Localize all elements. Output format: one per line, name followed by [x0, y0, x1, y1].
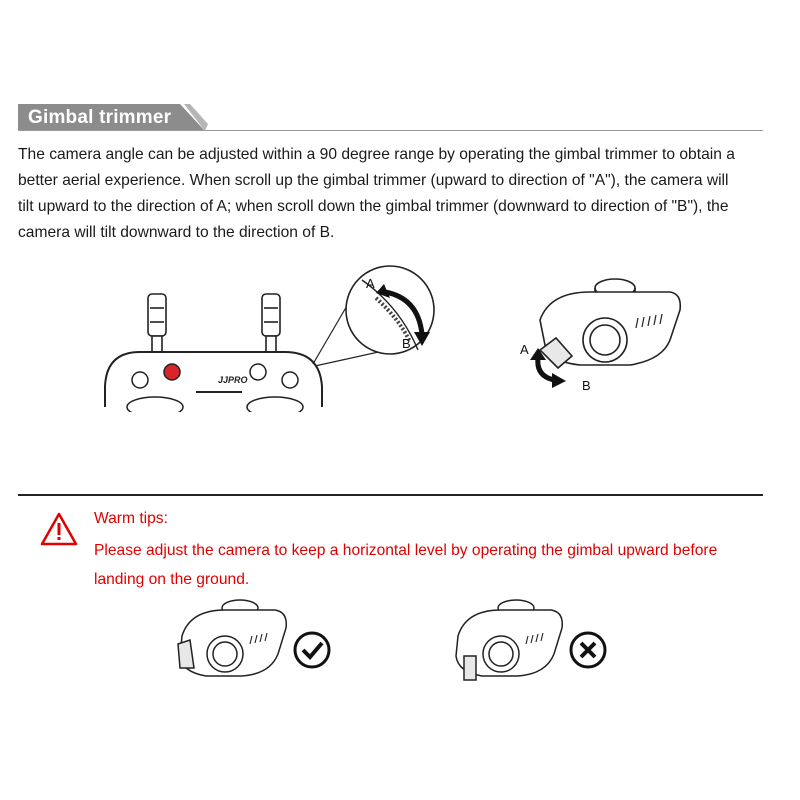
- description-paragraph: [18, 142, 768, 246]
- right-antenna: [262, 294, 280, 358]
- warning-text: [94, 536, 774, 594]
- section-divider: [18, 494, 763, 496]
- description-line: better aerial experience. When scroll up the gimbal trimmer (upward to direction of "A"), the camera will: [18, 172, 729, 189]
- gimbal-camera-illustration: [510, 270, 690, 400]
- warning-title: Warm tips:: [94, 510, 168, 527]
- header-rule: [18, 130, 763, 131]
- camera-level-correct: [170, 596, 340, 686]
- label-b: B: [582, 378, 591, 393]
- cross-icon: [571, 633, 605, 667]
- description-line: tilt upward to the direction of A; when scroll down the gimbal trimmer (downward to direction of "B"), the: [18, 198, 729, 215]
- controller-illustration: [100, 262, 450, 412]
- check-icon: [295, 633, 329, 667]
- section-header-tab: [18, 104, 204, 131]
- label-b: B: [402, 336, 411, 351]
- description-line: camera will tilt downward to the direction of B.: [18, 224, 335, 241]
- label-a: A: [366, 276, 375, 291]
- zoom-detail: [346, 266, 434, 354]
- warning-line: landing on the ground.: [94, 571, 250, 588]
- warning-line: Please adjust the camera to keep a horizontal level by operating the gimbal upward before: [94, 542, 718, 559]
- description-line: The camera angle can be adjusted within a 90 degree range by operating the gimbal trimmer to obtain a: [18, 146, 735, 163]
- camera-body-icon: [540, 279, 680, 368]
- section-title: Gimbal trimmer: [28, 107, 172, 128]
- left-antenna: [148, 294, 166, 358]
- label-a: A: [520, 342, 529, 357]
- brand-logo: JJPRO: [218, 375, 248, 385]
- warning-icon: [40, 512, 78, 546]
- camera-level-wrong: [448, 596, 618, 686]
